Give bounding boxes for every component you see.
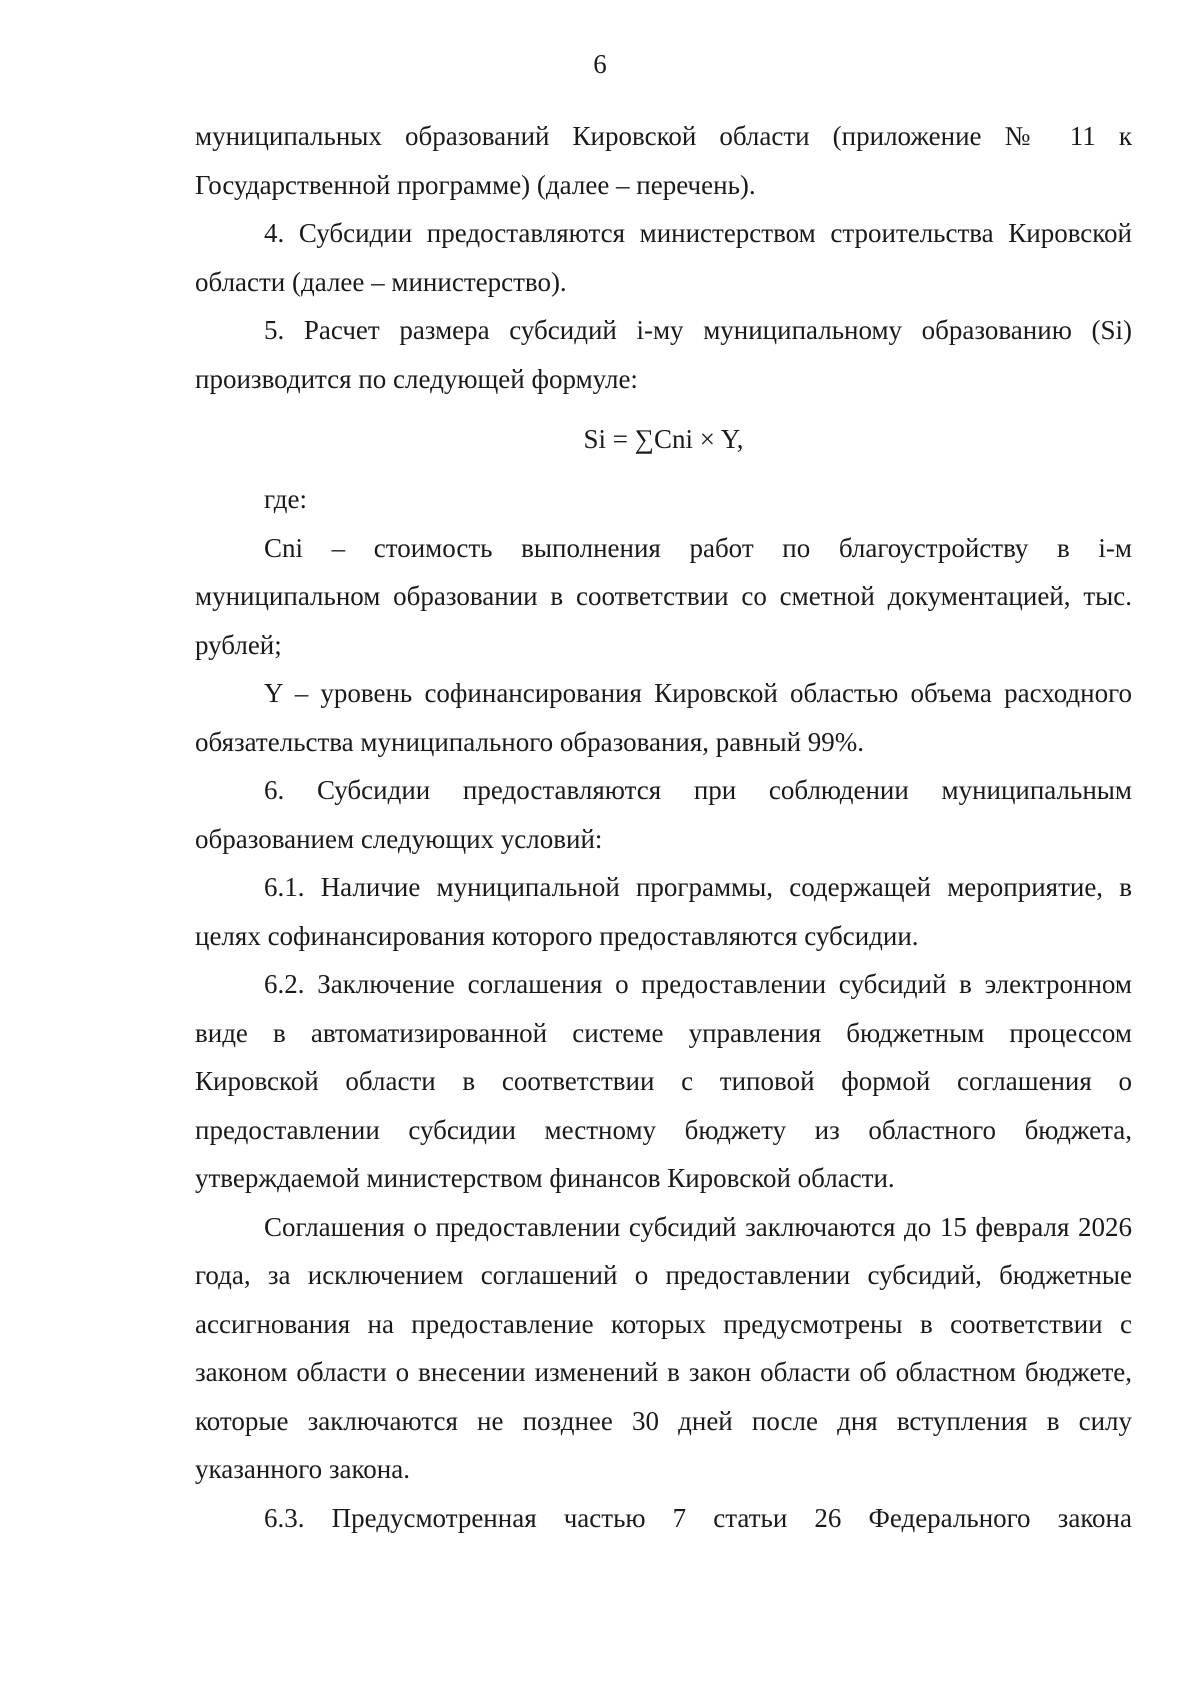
paragraph-6: 6. Субсидии предоставляются при соблюдении муниципальным образованием следующих условий: (195, 775, 1132, 854)
paragraph-6-3: 6.3. Предусмотренная частью 7 статьи 26 Федерального закона (264, 1502, 1132, 1533)
page-number: 6 (593, 49, 607, 79)
definition-cni: Cni – стоимость выполнения работ по благоустройству в i-м муниципальном образовании в соответствии со сметной документацией, тыс. рублей; (195, 532, 1132, 660)
paragraph-continuation: муниципальных образований Кировской области (приложение № 11 к Государственной программе) (далее – перечень). (195, 121, 1132, 200)
definition-y: Y – уровень софинансирования Кировской областью объема расходного обязательства муниципального образования, равный 99%. (195, 678, 1132, 757)
paragraph-6-2-agreements: Соглашения о предоставлении субсидий заключаются до 15 февраля 2026 года, за исключением соглашений о предоставлении субсидий, бюджетные ассигнования на предоставление которых предусмотрены в соответствии с законом области о внесении изменений в закон области об областном бюджете, которые заключаются не позднее 30 дней после дня вступления в силу указанного закона. (195, 1211, 1132, 1484)
where-label: где: (264, 484, 307, 514)
paragraph-5: 5. Расчет размера субсидий i-му муниципальному образованию (Si) производится по следующей формуле: (195, 315, 1132, 394)
paragraph-6-1: 6.1. Наличие муниципальной программы, содержащей мероприятие, в целях софинансирования которого предоставляются субсидии. (195, 872, 1132, 951)
formula: Si = ∑Cni × Y, (583, 424, 744, 454)
document-body (195, 112, 1132, 1542)
paragraph-6-2: 6.2. Заключение соглашения о предоставлении субсидий в электронном виде в автоматизированной системе управления бюджетным процессом Кировской области в соответствии с типовой формой соглашения о предоставлении субсидии местному бюджету из областного бюджета, утверждаемой министерством финансов Кировской области. (195, 969, 1132, 1193)
paragraph-4: 4. Субсидии предоставляются министерством строительства Кировской области (далее – министерство). (195, 218, 1132, 297)
